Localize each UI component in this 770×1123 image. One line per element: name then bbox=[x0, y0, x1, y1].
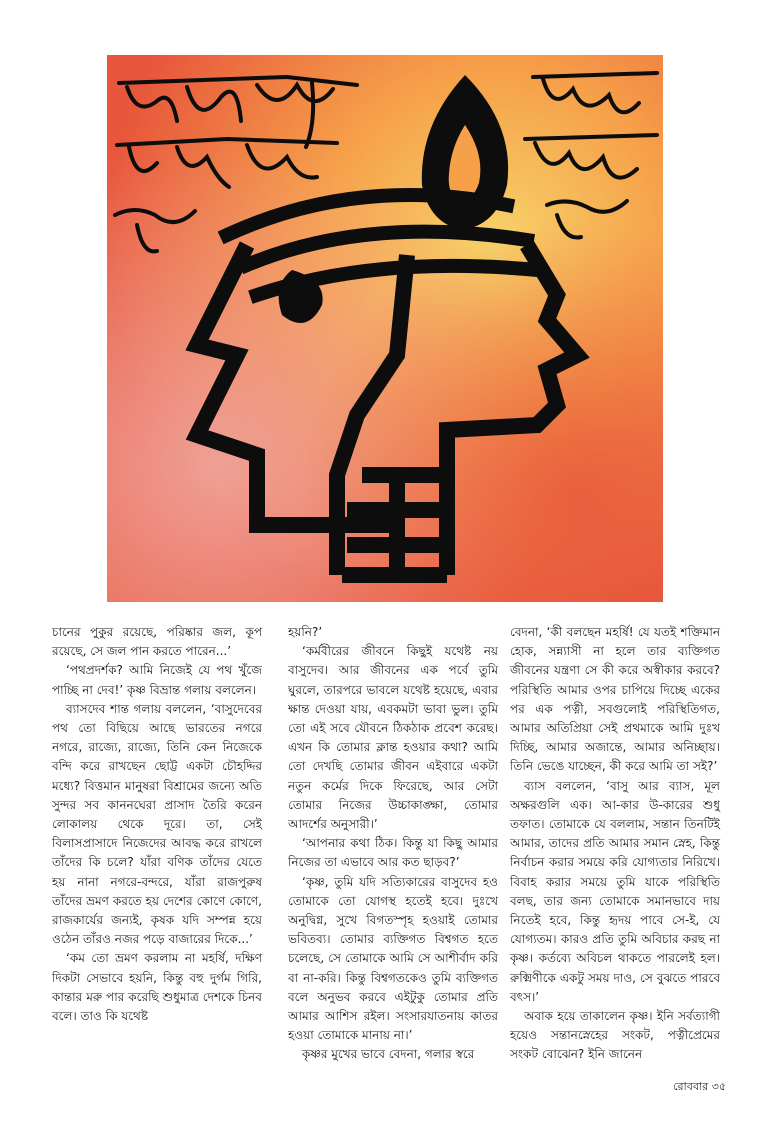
article-body bbox=[52, 623, 728, 1063]
paragraph: হয়নি?’ bbox=[288, 625, 323, 639]
paragraph: ব্যাসদেব শান্ত গলায় বললেন, ‘বাসুদেবের পথ তো বিছিয়ে আছে ভারতের নগরে নগরে, রাজ্যে, রাজ্যে, তিনি কেন নিজেকে বন্দি করে রাখছেন ছোট্ট একটা চৌহদ্দির মধ্যে? বিত্তমান মানুষরা বিশ্রামের জন্যে অতি সুন্দর সব কাননঘেরা প্রাসাদ তৈরি করেন লোকালয় থেকে দূরে। তা, সেই বিলাসপ্রাসাদে নিজেদের আবদ্ধ করে রাখলে তাঁদের কি চলে? যাঁরা বণিক তাঁদের যেতে হয় নানা নগরে-বন্দরে, যাঁরা রাজপুরুষ তাঁদের ভ্রমণ করতে হয় দেশের কোণে কোণে, রাজকার্যের জন্যই, কৃষক যদি সম্পন্ন হয়ে ওঠেন তাঁরও নজর পড়ে বাজারের দিকে...’ bbox=[52, 701, 262, 947]
profile-silhouette-painting-icon bbox=[107, 55, 663, 602]
paragraph: বেদনা, ‘কী বলছেন মহর্ষি! যে যতই শক্তিমান হোক, সন্ন্যাসী না হলে তার ব্যক্তিগত জীবনের যন্ত্রণা সে কী করে অস্বীকার করবে? পরিস্থিতি আমার ওপর চাপিয়ে দিচ্ছে একের পর এক পত্নী, সবগুলোই পরিস্থিতিগত, আমার অতিপ্রিয়া সেই প্রথমাকে আমি দুঃখ দিচ্ছি, আমার অজান্তে, আমার অনিচ্ছায়। তিনি ভেঙে যাচ্ছেন, কী করে আমি তা সই?’ bbox=[510, 625, 720, 774]
text-column-1 bbox=[52, 623, 262, 1026]
cover-illustration bbox=[107, 55, 663, 602]
paragraph: কৃষ্ণর মুখের ভাবে বেদনা, গলার স্বরে bbox=[302, 1047, 475, 1062]
paragraph: ‘পথপ্রদর্শক? আমি নিজেই যে পথ খুঁজে পাচ্ছি না দেব!’ কৃষ্ণ বিভ্রান্ত গলায় বললেন। bbox=[52, 663, 262, 697]
text-column-3 bbox=[510, 623, 720, 1065]
paragraph: ‘কর্মবীরের জীবনে কিছুই যথেষ্ট নয় বাসুদেব। আর জীবনের এক পর্বে তুমি ঘুরলে, তারপরে ভাবলে যথেষ্ট হয়েছে, এবার ক্ষান্ত দেওয়া যায়, এবকমটা ভাবা ভুল। তুমি তো এই সবে যৌবনে ঠিকঠাক প্রবেশ করেছ। এখন কি তোমার ক্লান্ত হওয়ার কথা? আমি তো দেখছি তোমার জীবন এইবারে একটা নতুন কর্মের দিকে ফিরেছে, আর সেটা তোমার নিজের উচ্চাকাঙ্ক্ষা, তোমার আদর্শের অনুসারী।’ bbox=[288, 644, 498, 832]
page-footer: রোববার ৩৫ bbox=[673, 1080, 726, 1093]
paragraph: অবাক হয়ে তাকালেন কৃষ্ণ। ইনি সর্বত্যাগী হয়েও সন্তানস্নেহের সংকট, পত্নীপ্রেমের সংকট বোঝেন? ইনি জানেন bbox=[510, 1009, 720, 1062]
paragraph: ‘কম তো ভ্রমণ করলাম না মহর্ষি, দক্ষিণ দিকটা সেভাবে হয়নি, কিন্তু বহু দুর্গম গিরি, কান্তার মরু পার করেছি শুধুমাত্র দেশকে চিনব বলে। তাও কি যথেষ্ট bbox=[52, 951, 262, 1024]
paragraph: চানের পুকুর রয়েছে, পরিষ্কার জল, কূপ রয়েছে, সে জল পান করতে পারেন...’ bbox=[52, 625, 262, 659]
paragraph: ব্যাস বললেন, ‘বাসু আর ব্যাস, মূল অক্ষরগুলি এক। আ-কার উ-কারের শুধু তফাত। তোমাকে যে বললাম, সন্তান তিনটিই আমার, তাদের প্রতি আমার সমান স্নেহ, কিন্তু নির্বাচন করার সময়ে করি যোগ্যতার নিরিখে। বিবাহ করার সময়ে তুমি যাকে পরিস্থিতি বলছ, তার জন্য তোমাকে সমানভাবে দায় নিতেই হবে, কিন্তু হৃদয় পাবে সে-ই, যে যোগ্যতম। কারও প্রতি তুমি অবিচার করছ না কৃষ্ণ। কর্তব্যে অবিচল থাকতে পারলেই হল। রুক্মিণীকে একটু সময় দাও, সে বুঝতে পারবে বৎস।’ bbox=[510, 778, 720, 1004]
paragraph: ‘আপনার কথা ঠিক। কিন্তু যা কিছু আমার নিজের তা এভাবে আর কত ছাড়ব?’ bbox=[288, 836, 498, 870]
text-column-2 bbox=[288, 623, 498, 1065]
paragraph: ‘কৃষ্ণ, তুমি যদি সত্যিকারের বাসুদেব হও তোমাকে তো যোগস্থ হতেই হবে। দুঃখে অনুদ্বিগ্ন, সুখে বিগতস্পৃহ হওয়াই তোমার ভবিতব্য। তোমার ব্যক্তিগত বিশ্বগত হতে চলেছে, সে তোমাকে আমি সে আশীর্বাদ করি বা না-করি। কিন্তু বিশ্বগতকেও তুমি ব্যক্তিগত বলে অনুভব করবে এইটুকু তোমার প্রতি আমার আশিস রইল। সংসারযাতনায় কাতর হওয়া তোমাকে মানায় না।’ bbox=[288, 874, 498, 1043]
